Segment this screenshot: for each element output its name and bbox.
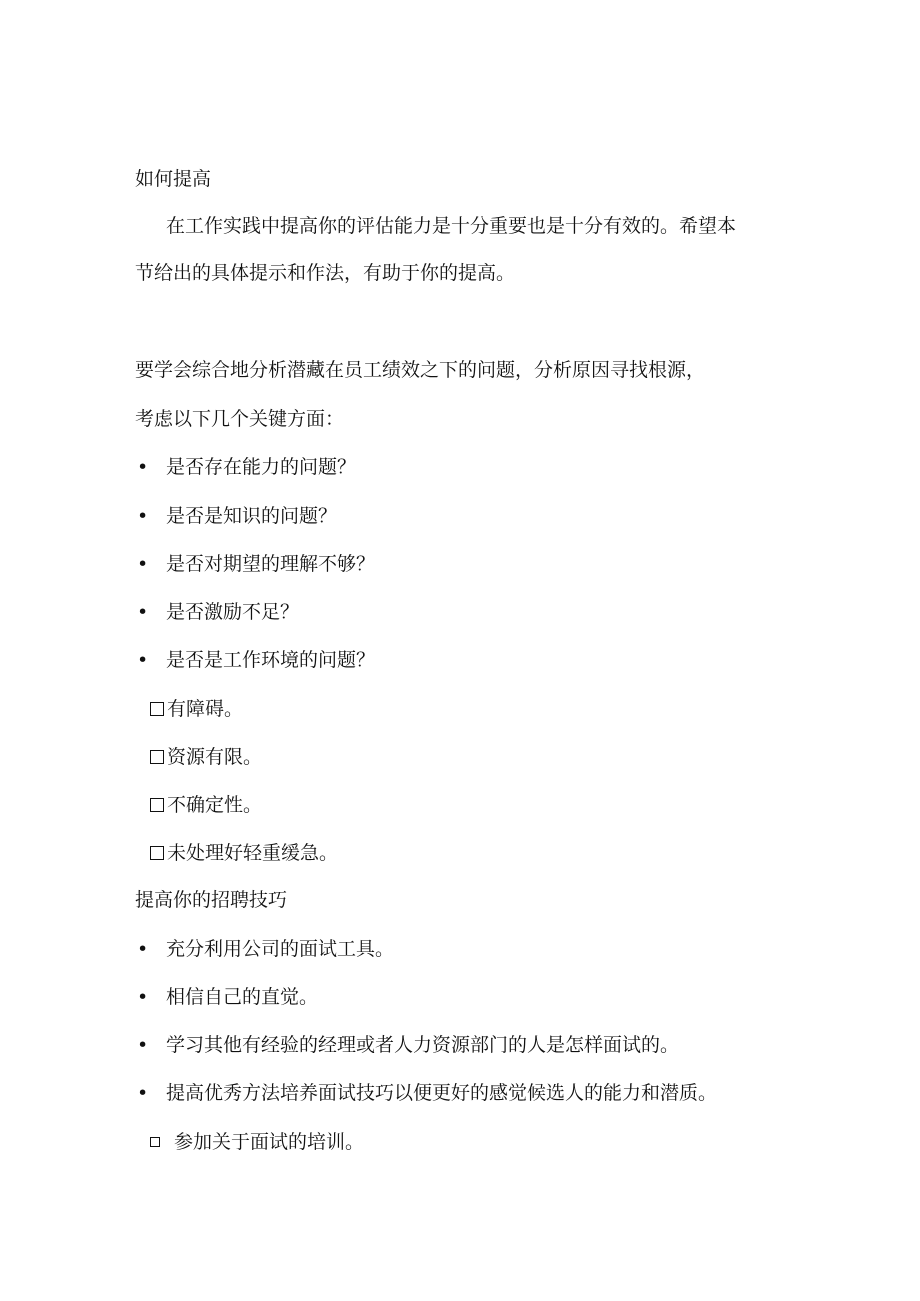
bullet-marker: • <box>137 1034 149 1056</box>
sub-list-item-text: 参加关于面试的培训。 <box>174 1131 365 1153</box>
sub-list-item-text: 未处理好轻重缓急。 <box>167 842 339 864</box>
list-item-text: 是否是知识的问题？ <box>166 505 338 527</box>
sub-list-item-text: 资源有限。 <box>167 746 263 768</box>
section-heading: 提高你的招聘技巧 <box>135 889 288 911</box>
intro-paragraph-line: 节给出的具体提示和作法，有助于你的提高。 <box>135 262 516 284</box>
list-item-text: 是否对期望的理解不够？ <box>166 553 376 575</box>
sub-list-item <box>150 700 243 719</box>
sub-list-item <box>150 748 262 767</box>
bullet-marker: • <box>137 649 149 671</box>
bullet-marker: • <box>137 1082 149 1104</box>
sub-list-item <box>150 796 262 815</box>
bullet-marker: • <box>137 938 149 960</box>
checkbox-square-icon <box>150 798 164 812</box>
checkbox-square-icon <box>150 1137 160 1147</box>
checkbox-square-icon <box>150 750 164 764</box>
analysis-paragraph-line: 考虑以下几个关键方面： <box>135 408 345 430</box>
bullet-marker: • <box>137 505 149 527</box>
checkbox-square-icon <box>150 702 164 716</box>
sub-list-item-text: 不确定性。 <box>167 794 263 816</box>
bullet-marker: • <box>137 553 149 575</box>
intro-paragraph-line: 在工作实践中提高你的评估能力是十分重要也是十分有效的。希望本 <box>166 215 737 237</box>
list-item-text: 是否激励不足？ <box>166 601 300 623</box>
list-item-text: 是否存在能力的问题？ <box>166 456 357 478</box>
list-item-text: 是否是工作环境的问题？ <box>166 649 376 671</box>
bullet-marker: • <box>137 456 149 478</box>
list-item-text: 相信自己的直觉。 <box>166 986 319 1008</box>
checkbox-square-icon <box>150 846 164 860</box>
section-heading: 如何提高 <box>135 168 212 190</box>
sub-list-item <box>150 844 338 863</box>
bullet-marker: • <box>137 601 149 623</box>
analysis-paragraph-line: 要学会综合地分析潜藏在员工绩效之下的问题，分析原因寻找根源， <box>135 359 706 381</box>
list-item-text: 提高优秀方法培养面试技巧以便更好的感觉候选人的能力和潜质。 <box>166 1082 718 1104</box>
sub-list-item <box>150 1133 364 1152</box>
list-item-text: 充分利用公司的面试工具。 <box>166 938 395 960</box>
sub-list-item-text: 有障碍。 <box>167 698 244 720</box>
bullet-marker: • <box>137 986 149 1008</box>
list-item-text: 学习其他有经验的经理或者人力资源部门的人是怎样面试的。 <box>166 1034 680 1056</box>
